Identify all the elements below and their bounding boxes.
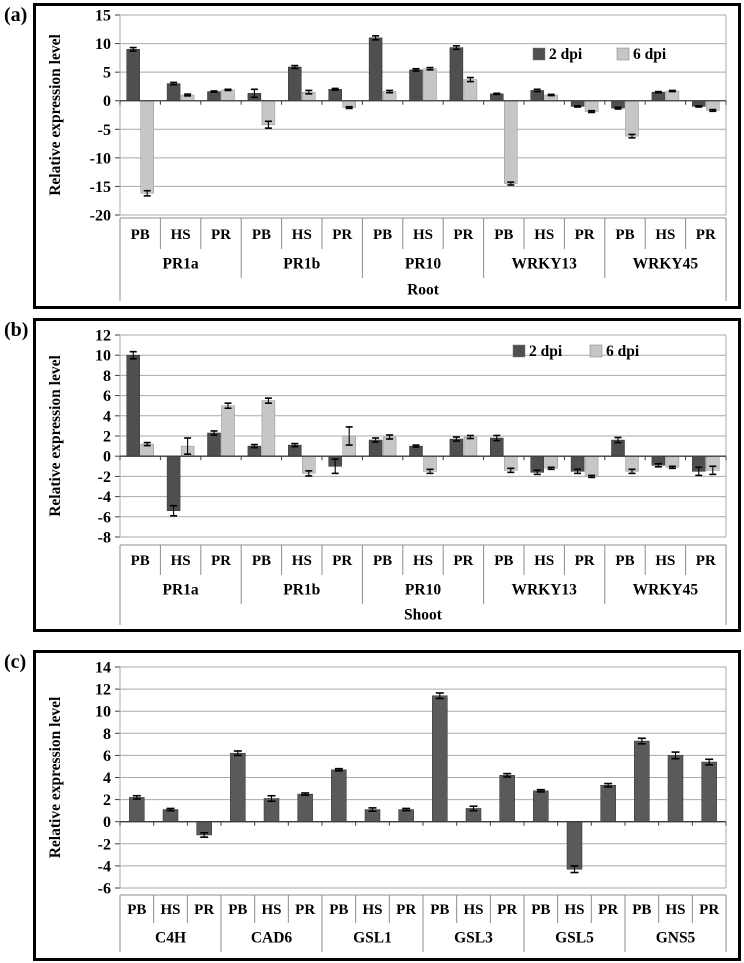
y-tick-label: 14: [95, 659, 111, 677]
y-tick-label: -6: [97, 509, 111, 527]
legend-swatch: [513, 345, 525, 357]
panel-c: [33, 650, 741, 961]
subcategory-label: PR: [574, 227, 595, 243]
y-tick-label: -5: [97, 121, 111, 139]
subcategory-label: HS: [261, 902, 282, 918]
bar: [141, 101, 154, 194]
group-label: WRKY45: [632, 581, 699, 599]
y-tick-label: -2: [97, 836, 111, 854]
group-label: CAD6: [250, 929, 293, 947]
group-label: PR1a: [162, 255, 199, 273]
y-tick-label: 6: [103, 388, 111, 406]
y-tick-label: 5: [103, 64, 111, 82]
subcategory-label: HS: [170, 553, 191, 569]
legend-label: 2 dpi: [549, 46, 583, 63]
panel-a: [33, 3, 741, 309]
bar: [262, 401, 275, 457]
panel-b: [33, 318, 741, 632]
group-label: GSL5: [555, 929, 594, 947]
legend-label: 6 dpi: [633, 46, 667, 63]
subcategory-label: HS: [463, 902, 484, 918]
group-label: GSL3: [454, 929, 493, 947]
bar: [424, 69, 437, 101]
subcategory-label: PR: [574, 553, 595, 569]
y-tick-label: -15: [89, 178, 111, 196]
y-tick-label: 4: [103, 408, 111, 426]
subcategory-label: PR: [211, 227, 231, 243]
subcategory-label: HS: [412, 227, 434, 243]
group-label: PR10: [404, 581, 442, 599]
group-label: C4H: [155, 929, 186, 947]
bar: [634, 741, 649, 822]
y-tick-label: -20: [89, 207, 111, 225]
y-tick-label: -2: [97, 468, 111, 486]
subcategory-label: HS: [655, 227, 676, 243]
group-label: PR10: [404, 255, 442, 273]
subcategory-label: PR: [295, 902, 316, 918]
panel-a-chart: [36, 6, 738, 306]
subcategory-label: PR: [332, 227, 353, 243]
subcategory-label: HS: [160, 902, 181, 918]
bar: [167, 84, 180, 101]
subcategory-label: PR: [211, 553, 231, 569]
legend-swatch: [590, 345, 602, 357]
bar: [383, 437, 396, 456]
y-tick-label: 0: [103, 448, 111, 466]
panel-a-label: (a): [4, 4, 28, 26]
bar: [222, 90, 235, 101]
subcategory-label: PB: [228, 902, 248, 918]
bar: [288, 67, 301, 101]
y-tick-label: -4: [97, 858, 111, 876]
axis-bottom-label: Shoot: [404, 606, 442, 624]
subcategory-label: PR: [695, 553, 716, 569]
bar: [369, 38, 382, 101]
y-tick-label: -4: [97, 489, 111, 507]
bar: [450, 48, 463, 101]
subcategory-label: PR: [194, 902, 215, 918]
bar: [329, 89, 342, 100]
y-tick-label: 0: [103, 814, 111, 832]
subcategory-label: PR: [332, 553, 353, 569]
subcategory-label: PB: [373, 553, 393, 569]
y-tick-label: 10: [95, 703, 111, 721]
group-label: GNS5: [655, 929, 696, 947]
y-tick-label: 8: [103, 367, 111, 385]
y-tick-label: 8: [103, 725, 111, 743]
group-label: PR1a: [162, 581, 199, 599]
subcategory-label: HS: [534, 227, 555, 243]
group-label: GSL1: [353, 929, 392, 947]
subcategory-label: PB: [494, 553, 514, 569]
legend-swatch: [533, 48, 545, 60]
bar: [432, 696, 447, 822]
bar: [331, 770, 346, 822]
bar: [585, 456, 598, 476]
panel-b-label: (b): [4, 319, 29, 341]
legend-label: 6 dpi: [606, 343, 640, 360]
subcategory-label: HS: [291, 227, 312, 243]
subcategory-label: PB: [615, 227, 635, 243]
y-tick-label: 15: [95, 7, 111, 25]
bar: [298, 794, 313, 822]
subcategory-label: PB: [130, 227, 150, 243]
bar: [504, 101, 517, 184]
y-axis-title: Relative expression level: [47, 34, 64, 196]
bar: [702, 762, 717, 822]
subcategory-label: HS: [362, 902, 383, 918]
y-tick-label: 10: [95, 347, 111, 365]
bar: [545, 456, 558, 468]
subcategory-label: PB: [531, 902, 551, 918]
subcategory-label: HS: [534, 553, 555, 569]
bar: [666, 91, 679, 101]
bar: [533, 791, 548, 822]
y-tick-label: 6: [103, 747, 111, 765]
legend-label: 2 dpi: [529, 343, 563, 360]
subcategory-label: HS: [412, 553, 434, 569]
subcategory-label: PB: [251, 553, 271, 569]
subcategory-label: HS: [564, 902, 585, 918]
bar: [127, 355, 140, 456]
subcategory-label: PB: [329, 902, 349, 918]
bar: [668, 755, 683, 821]
bar: [500, 775, 515, 821]
subcategory-label: PB: [127, 902, 147, 918]
bar: [222, 406, 235, 457]
subcategory-label: PB: [130, 553, 150, 569]
subcategory-label: HS: [655, 553, 676, 569]
subcategory-label: PB: [430, 902, 450, 918]
group-label: PR1b: [283, 581, 321, 599]
y-tick-label: 12: [95, 681, 111, 699]
y-tick-label: 0: [103, 93, 111, 111]
subcategory-label: PR: [453, 553, 474, 569]
bar: [464, 80, 477, 101]
y-axis-title: Relative expression level: [47, 355, 64, 517]
subcategory-label: PR: [695, 227, 716, 243]
subcategory-label: PR: [497, 902, 518, 918]
group-label: WRKY13: [511, 255, 577, 273]
subcategory-label: HS: [291, 553, 312, 569]
subcategory-label: HS: [665, 902, 686, 918]
subcategory-label: PB: [632, 902, 652, 918]
group-label: PR1b: [283, 255, 321, 273]
subcategory-label: HS: [170, 227, 191, 243]
bar: [601, 785, 616, 821]
panel-c-chart: [36, 653, 738, 958]
y-tick-label: 2: [103, 428, 111, 446]
subcategory-label: PR: [396, 902, 417, 918]
bar: [230, 753, 245, 822]
subcategory-label: PR: [699, 902, 720, 918]
subcategory-label: PB: [373, 227, 393, 243]
group-label: WRKY13: [511, 581, 577, 599]
y-tick-label: -8: [97, 529, 111, 547]
bar: [567, 822, 582, 870]
bar: [127, 49, 140, 100]
axis-bottom-label: Root: [407, 281, 439, 299]
bar: [410, 70, 423, 101]
subcategory-label: PB: [615, 553, 635, 569]
legend-swatch: [617, 48, 629, 60]
bar: [464, 437, 477, 456]
bar: [129, 797, 144, 821]
y-tick-label: 4: [103, 770, 111, 787]
subcategory-label: PR: [598, 902, 619, 918]
subcategory-label: PB: [251, 227, 271, 243]
bar: [208, 433, 221, 456]
y-tick-label: -10: [89, 150, 111, 168]
subcategory-label: PB: [494, 227, 514, 243]
y-axis-title: Relative expression level: [47, 696, 64, 859]
group-label: WRKY45: [632, 255, 699, 273]
panel-b-chart: [36, 321, 738, 629]
y-tick-label: 10: [95, 36, 111, 54]
y-tick-label: 12: [95, 327, 111, 345]
bar: [626, 101, 639, 136]
bar: [167, 456, 180, 511]
y-tick-label: 2: [103, 792, 111, 810]
panel-c-label: (c): [4, 651, 27, 673]
subcategory-label: PR: [453, 227, 474, 243]
y-tick-label: -6: [97, 880, 111, 898]
